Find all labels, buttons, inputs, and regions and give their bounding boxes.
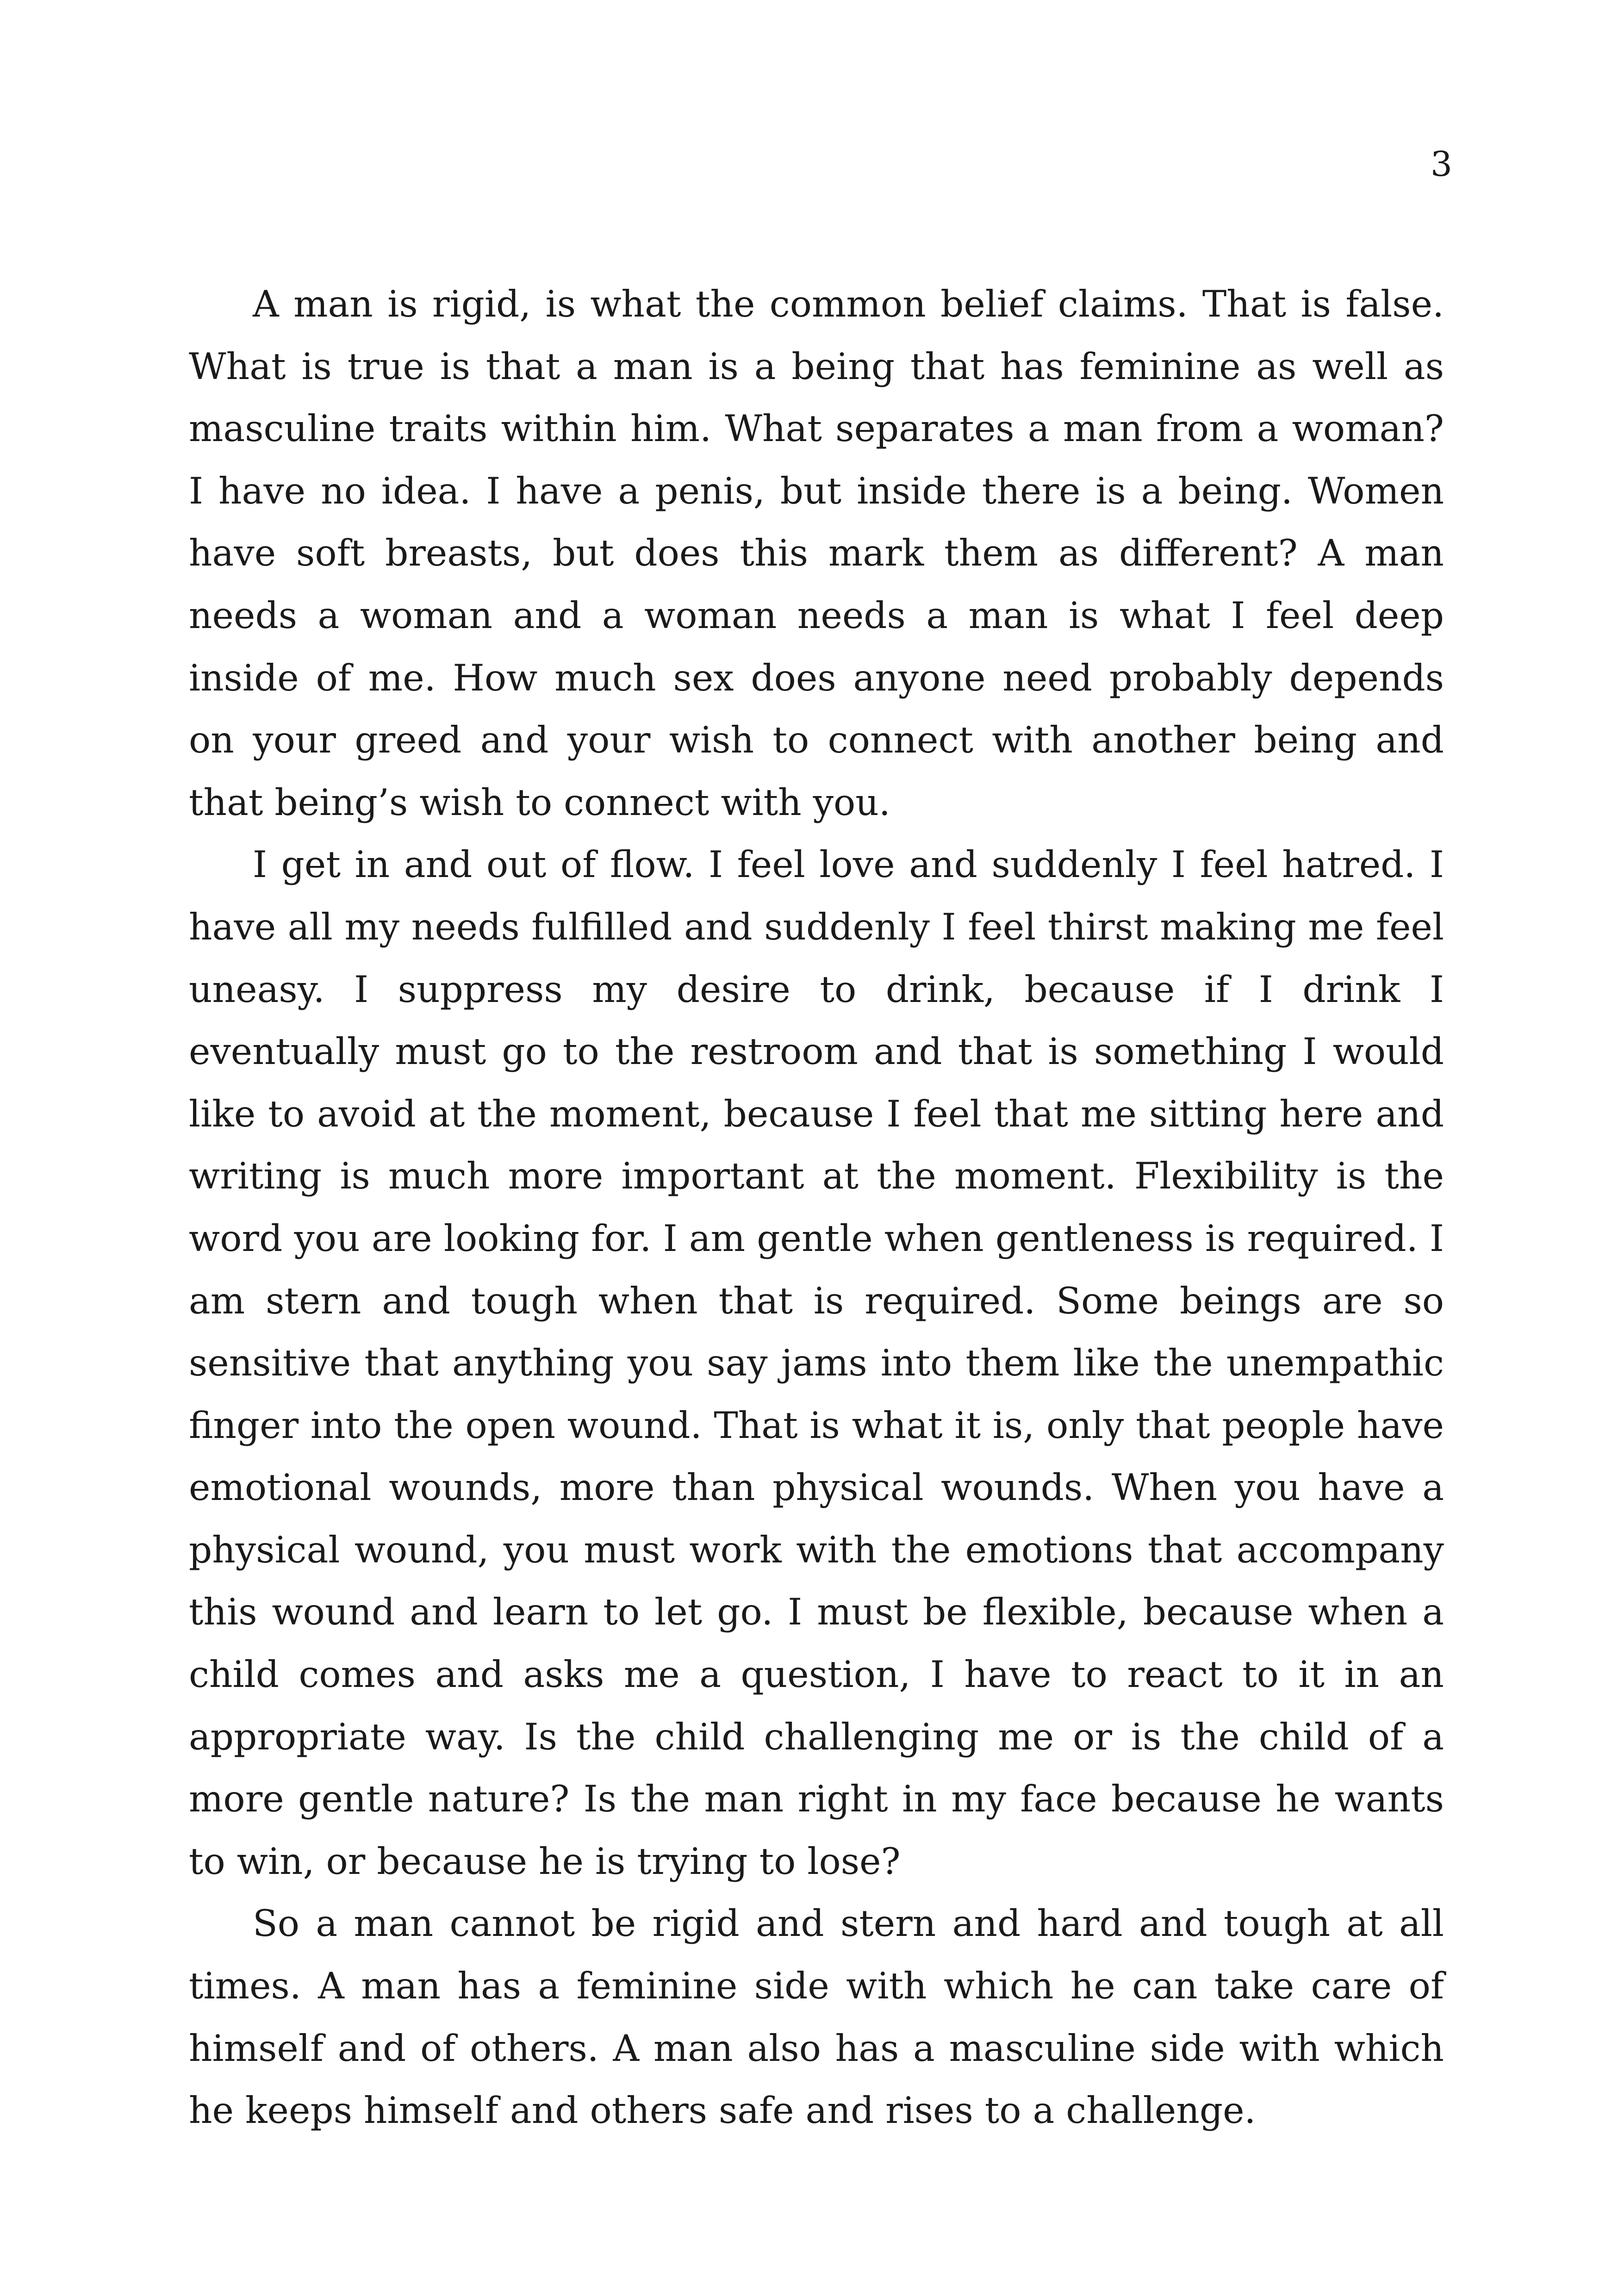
page-number: 3 [1430,144,1452,184]
body-text [189,273,1444,2142]
paragraph-2: I get in and out of flow. I feel love and suddenly I feel hatred. I have all my needs fulfilled and suddenly I feel thirst making me feel uneasy. I suppress my desire to drink, because if I drink I eventually must go to the restroom and that is something I would like to avoid at the moment, because I feel that me sitting here and writing is much more important at the moment. Flexibility is the word you are looking for. I am gentle when gentleness is required. I am stern and tough when that is required. Some beings are so sensitive that anything you say jams into them like the unempathic finger into the open wound. That is what it is, only that people have emotional wounds, more than physical wounds. When you have a physical wound, you must work with the emotions that accompany this wound and learn to let go. I must be flexible, because when a child comes and asks me a question, I have to react to it in an appropriate way. Is the child challenging me or is the child of a more gentle nature? Is the man right in my face because he wants to win, or because he is trying to lose? [189,843,1444,1883]
paragraph-1: A man is rigid, is what the common belief claims. That is false. What is true is that a man is a being that has feminine as well as masculine traits within him. What separates a man from a woman? I have no idea. I have a penis, but inside there is a being. Women have soft breasts, but does this mark them as different? A man needs a woman and a woman needs a man is what I feel deep inside of me. How much sex does anyone need probably depends on your greed and your wish to connect with another being and that being’s wish to connect with you. [189,283,1444,824]
paragraph-3: So a man cannot be rigid and stern and hard and tough at all times. A man has a feminine side with which he can take care of himself and of others. A man also has a masculine side with which he keeps himself and others safe and rises to a challenge. [189,1902,1444,2132]
